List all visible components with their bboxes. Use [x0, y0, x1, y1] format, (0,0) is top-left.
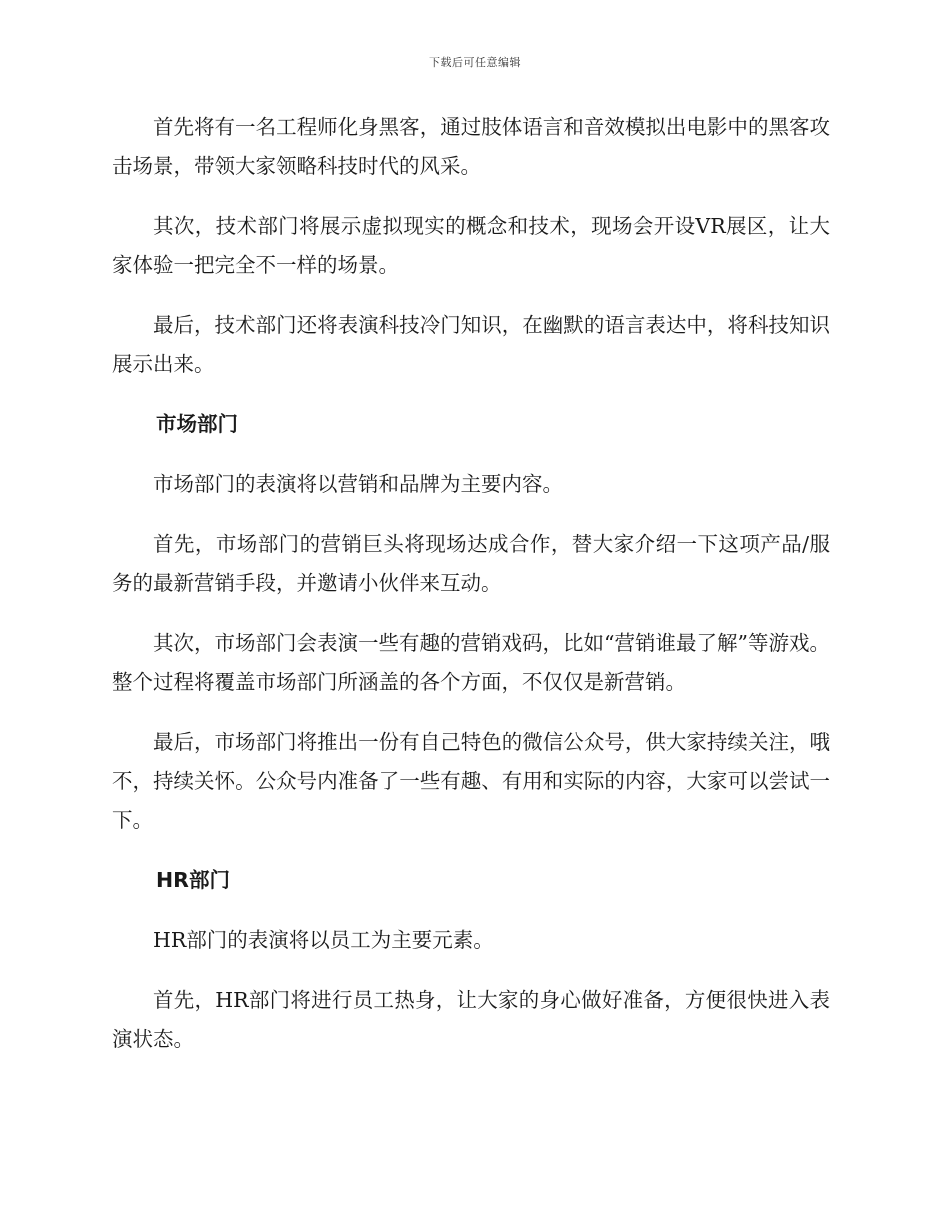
paragraph-marketing-last: 最后，市场部门将推出一份有自己特色的微信公众号，供大家持续关注，哦不，持续关怀。公众号内准备了一些有趣、有用和实际的内容，大家可以尝试一下。 [112, 730, 830, 832]
paragraph-marketing-intro: 市场部门的表演将以营销和品牌为主要内容。 [153, 472, 563, 496]
section-heading-marketing: 市场部门 [156, 412, 238, 436]
paragraph-tech-vr: 其次，技术部门将展示虚拟现实的概念和技术，现场会开设VR展区，让大家体验一把完全不一样的场景。 [112, 214, 830, 277]
paragraph-hr-first: 首先，HR部门将进行员工热身，让大家的身心做好准备，方便很快进入表演状态。 [112, 988, 830, 1051]
paragraph-tech-hacker: 首先将有一名工程师化身黑客，通过肢体语言和音效模拟出电影中的黑客攻击场景，带领大家领略科技时代的风采。 [112, 115, 830, 178]
section-heading-hr: HR部门 [156, 868, 230, 892]
document-body [112, 108, 830, 1080]
paragraph-marketing-first: 首先，市场部门的营销巨头将现场达成合作，替大家介绍一下这项产品/服务的最新营销手段，并邀请小伙伴来互动。 [112, 532, 830, 595]
paragraph-hr-intro: HR部门的表演将以员工为主要元素。 [153, 928, 494, 952]
paragraph-marketing-second: 其次，市场部门会表演一些有趣的营销戏码，比如“营销谁最了解”等游戏。整个过程将覆盖市场部门所涵盖的各个方面，不仅仅是新营销。 [112, 631, 830, 694]
paragraph-tech-knowledge: 最后，技术部门还将表演科技冷门知识，在幽默的语言表达中，将科技知识展示出来。 [112, 313, 830, 376]
header-note: 下载后可任意编辑 [429, 56, 521, 69]
